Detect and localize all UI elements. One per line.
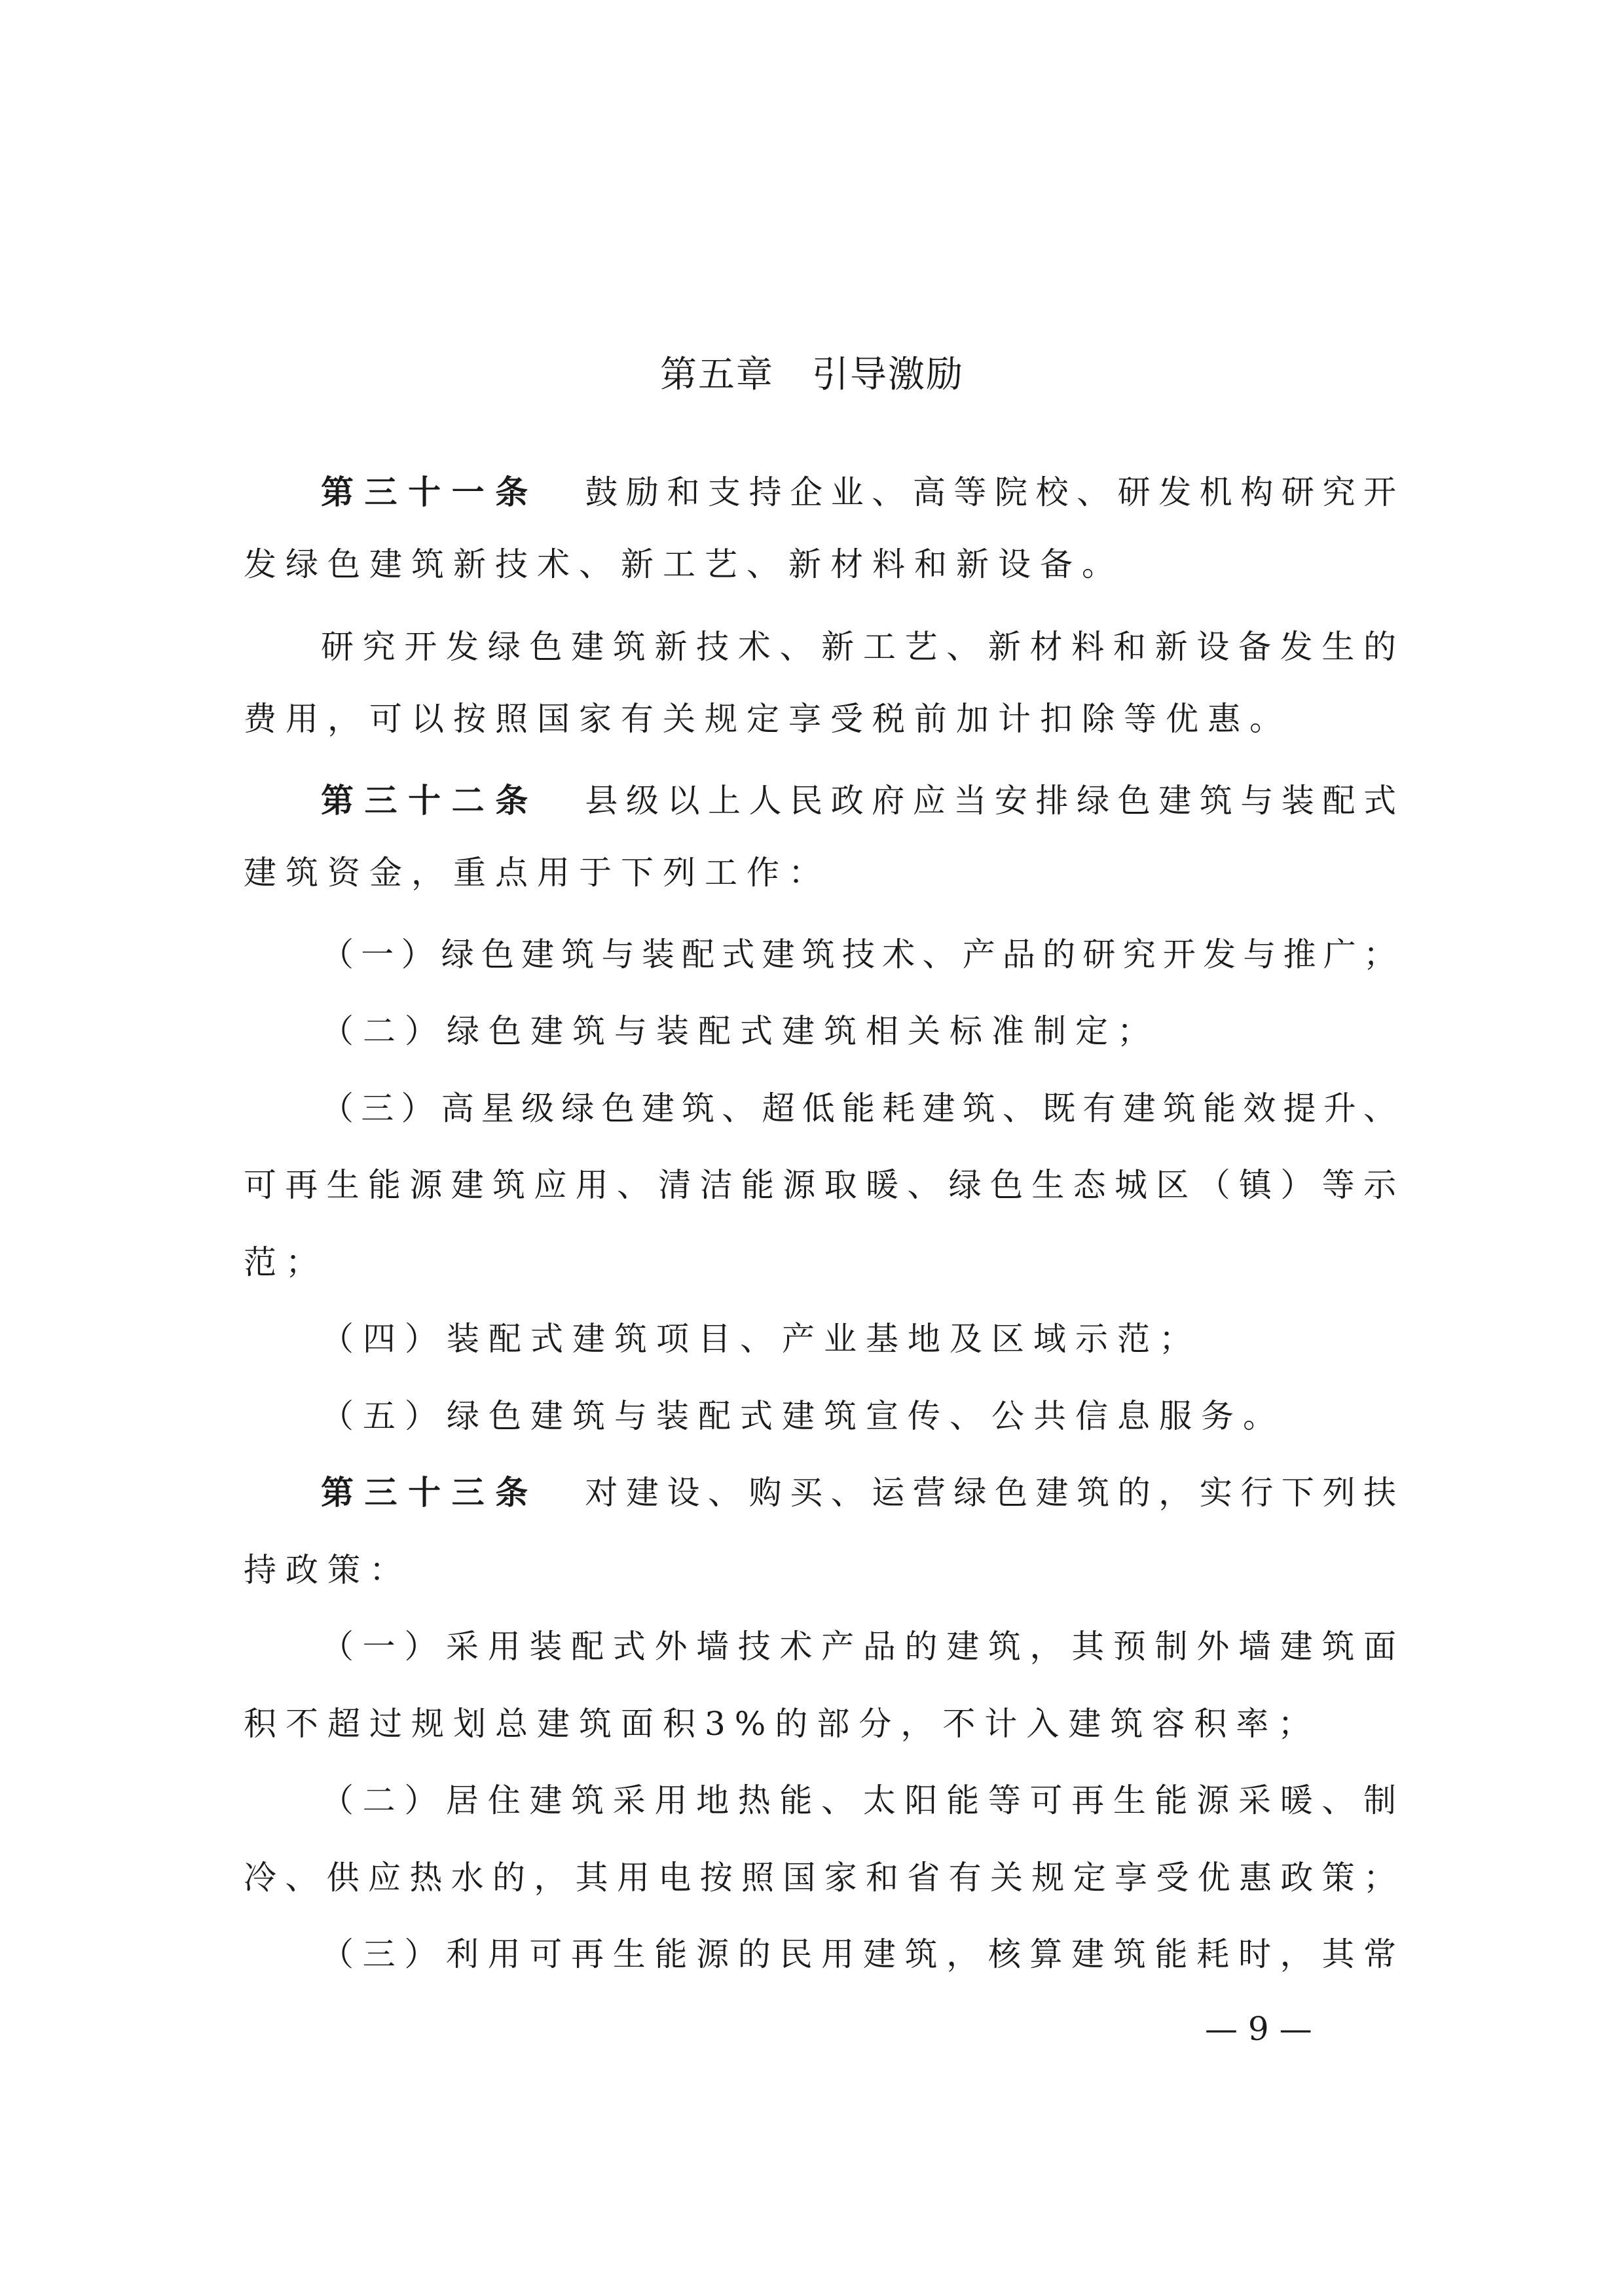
article-33-text-1: 对建设、购买、运营绿色建筑的，实行下列扶 xyxy=(576,1474,1397,1512)
article-32-text-1: 县级以上人民政府应当安排绿色建筑与装配式 xyxy=(576,782,1397,820)
article-32-item-5: （五）绿色建筑与装配式建筑宣传、公共信息服务。 xyxy=(321,1397,1285,1435)
article-33-number: 第三十三条 xyxy=(321,1473,539,1512)
article-32-line-1 xyxy=(321,781,1396,820)
article-31-line-1 xyxy=(321,473,1396,512)
article-31-para2-line-1: 研究开发绿色建筑新技术、新工艺、新材料和新设备发生的 xyxy=(321,628,1396,666)
article-31-text-1: 鼓励和支持企业、高等院校、研发机构研究开 xyxy=(576,473,1397,511)
article-32-item-4: （四）装配式建筑项目、产业基地及区域示范； xyxy=(321,1320,1201,1358)
article-32-item-3-line-2: 可再生能源建筑应用、清洁能源取暖、绿色生态城区（镇）等示 xyxy=(244,1166,1396,1204)
article-31-line-2: 发绿色建筑新技术、新工艺、新材料和新设备。 xyxy=(244,545,1124,583)
article-33-item-1-line-1: （一）采用装配式外墙技术产品的建筑，其预制外墙建筑面 xyxy=(321,1628,1396,1666)
article-33-line-1 xyxy=(321,1473,1396,1512)
article-32-item-3-line-3: 范； xyxy=(244,1243,327,1281)
article-33-item-3-line-1: （三）利用可再生能源的民用建筑，核算建筑能耗时，其常 xyxy=(321,1935,1396,1973)
article-33-item-2-line-1: （二）居住建筑采用地热能、太阳能等可再生能源采暖、制 xyxy=(321,1781,1396,1819)
article-31-para2-line-2: 费用，可以按照国家有关规定享受税前加计扣除等优惠。 xyxy=(244,700,1291,738)
article-32-number: 第三十二条 xyxy=(321,781,539,820)
article-33-item-1-line-2: 积不超过规划总建筑面积3%的部分，不计入建筑容积率； xyxy=(244,1705,1320,1743)
article-32-line-2: 建筑资金，重点用于下列工作： xyxy=(244,854,830,892)
article-33-line-2: 持政策： xyxy=(244,1551,411,1589)
article-32-item-3-line-1: （三）高星级绿色建筑、超低能耗建筑、既有建筑能效提升、 xyxy=(321,1089,1396,1127)
page-number: — 9 — xyxy=(1205,2010,1312,2048)
article-33-item-2-line-2: 冷、供应热水的，其用电按照国家和省有关规定享受优惠政策； xyxy=(244,1859,1396,1897)
article-32-item-2: （二）绿色建筑与装配式建筑相关标准制定； xyxy=(321,1012,1159,1050)
chapter-title: 第五章 引导激励 xyxy=(660,354,964,396)
article-32-item-1: （一）绿色建筑与装配式建筑技术、产品的研究开发与推广； xyxy=(321,936,1396,974)
article-31-number: 第三十一条 xyxy=(321,473,539,511)
